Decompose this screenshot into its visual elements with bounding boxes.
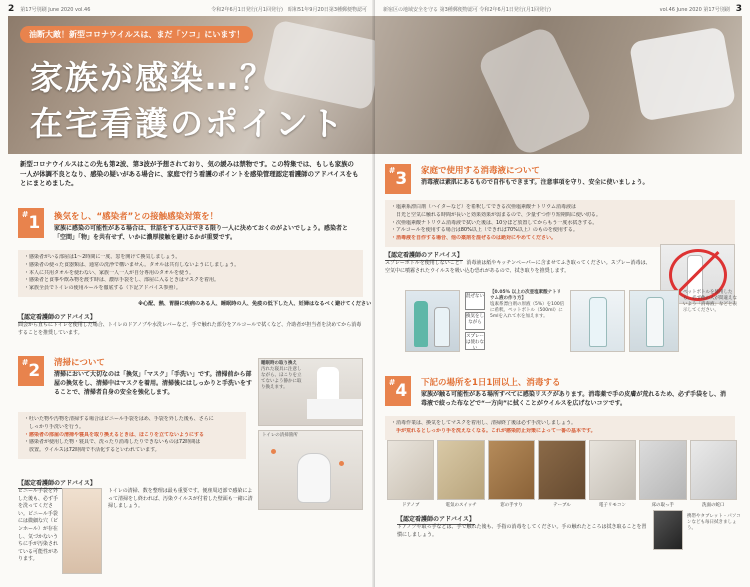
toilet-photo xyxy=(258,430,363,510)
handwash-photo xyxy=(62,488,102,574)
thumb-remote: 電子リモコン xyxy=(589,440,636,500)
section-3-number: #3 xyxy=(385,164,411,194)
bottle-photo-row xyxy=(405,290,735,352)
phone-photo xyxy=(653,510,683,550)
bullet: ・感染者と食事や飲み物を渡す時は、濃厚手袋をし、部屋に入るときはマスクを着用。 xyxy=(24,277,220,284)
photo-caption-toilet: トイレの清掃箇所 xyxy=(262,433,298,438)
glove-photo xyxy=(476,24,595,154)
location-thumbs xyxy=(387,440,737,508)
labeled-bottle-photo xyxy=(629,290,679,352)
right-page-number: 3 xyxy=(735,4,742,14)
section-1-advice-heading: 【認定看護師のアドバイス】 xyxy=(18,314,96,321)
pet-bottle-photo xyxy=(570,290,625,352)
hero-image-continued xyxy=(375,16,742,154)
bottle-caption: 【0.05% 以上の次亜塩素酸ナトリウム液の作り方】 塩素系漂白剤の原液（5%）を100倍に希釈。ペットボトル（500ml）に5mlを入れて水を加えます。 xyxy=(490,290,565,319)
bullet: ・消毒液を自作する場合、他の薬剤を混ぜるのは絶対にやめてください。 xyxy=(391,235,557,242)
mask-photo-right xyxy=(629,26,736,121)
thumb-window-rail: 窓の手すり xyxy=(488,440,535,500)
section-1-note: ※心配、熱、胃腸に疾病のある人、睡眠時の人、免疫の低下した人、妊婦はなるべく避けてください xyxy=(138,301,372,307)
bullet: 日光と空気に触れる時間が長いと効果効果が弱まるので、少量ずつ作り短期間に使い切る。 xyxy=(391,211,601,218)
bullet: しっかり手洗いを行う。 xyxy=(24,423,85,430)
hero-image xyxy=(8,16,375,154)
section-2-title: 清掃について xyxy=(54,356,105,371)
tag-ventilate: 換気をしながら xyxy=(465,312,485,330)
section-3-bullets xyxy=(385,200,735,247)
bullet: ・家族全員でトイレの使用ルールを徹底する（下記アドバイス参照）。 xyxy=(24,285,181,292)
section-4-title: 下記の場所を1日1回以上、消毒する xyxy=(421,376,560,391)
section-4-advice-heading: 【認定看護師のアドバイス】 xyxy=(397,516,475,523)
section-3-advice: スプレーボトルを使用しないこと！ 消毒液は紙やキッチンペーパーに含ませてふき取ってください。スプレー消毒は、空気中に噴霧されたウイルスを吸い込む恐れがあるので、拭き取りを推奨します。 xyxy=(385,260,651,274)
tag-no-mix: 混ぜない xyxy=(465,292,485,310)
bullet: ・アルコールを使用する場合は80%以上（できれば70%以上）のものを使用する。 xyxy=(391,227,578,234)
right-header-meta: 新宿区の地域安全を守る 第3種郵便物認可 令和2年6月1日発行(月1回発行) xyxy=(383,6,551,13)
section-1-title: 換気をし、“感染者”との接触感染対策を！ xyxy=(54,210,218,225)
section-1-advice: 面会から直ちにトイレを使用した場合、トイレのドアノブや水洗レバーなど、手で触れた部分をアルコールで拭くなど、介助者が担当者を決めてから消毒することを推奨しています。 xyxy=(18,322,362,336)
left-header xyxy=(8,3,367,15)
bullet: 放置。ウイルスは72時間で不活化するといわれています。 xyxy=(24,447,160,454)
bullet: ・本人に共用タオルを使わない、家族一人一人が自分専用のタオルを使う。 xyxy=(24,269,195,276)
section-2 xyxy=(18,352,363,584)
tag-no-spray: スプレーは使わない xyxy=(466,334,484,351)
section-4-side-caption: 携帯やタブレット・パソコンなども毎日拭きましょう。 xyxy=(687,514,741,531)
section-3-lead: 消毒液は素肌にあるもので自作もできます。注意事項を守り、安全に使いましょう。 xyxy=(421,179,649,186)
section-4-lead: 家族が触る可能性がある場所すべてに感染リスクがあります。消毒薬で手の皮膚が荒れるため、必ず手袋をし、消毒液で絞った布などで“一方向”に拭くことがウイルスを広げないコツです。 xyxy=(421,391,727,407)
section-2-bullets xyxy=(18,412,246,459)
bullet: ・感染者の使った食器類は、通常の洗浄で構いません。タオルは共有しないようにしましょう。 xyxy=(24,261,240,268)
thumb-faucet: 洗面の蛇口 xyxy=(690,440,737,500)
bullet: ・消毒作業は、換気をしてマスクを着用し、清掃終了後は必ず手洗いしましょう。 xyxy=(391,420,577,426)
mask-photo xyxy=(262,19,375,110)
bullet: 手が荒れるとしっかり手を洗えなくなる。これが感染防止対策によって一番の基本です。 xyxy=(391,427,596,434)
page-title-line1: 家族が感染…？ xyxy=(30,58,275,97)
bullet: ・吐いた物や汚物を清掃する場合はビニール手袋をはめ、手袋を外した後も、さらに xyxy=(24,416,214,422)
right-header-meta-right: vol.46 June 2020 第17号別刷 xyxy=(659,6,730,13)
bed-change-photo xyxy=(258,358,363,426)
section-1-number: #1 xyxy=(18,208,44,238)
right-header xyxy=(383,3,742,15)
section-2-advice-left: ビニール手袋を外した後も、必ず手を洗ってください。ビニール手袋には微細な穴（ピンホール）が存在し、気づかないうちに手が汚染されている可能性があります。 xyxy=(18,488,59,563)
bullet: ・塩素系漂白剤（ハイターなど）を希釈してできる次亜塩素酸ナトリウム消毒液は xyxy=(391,204,576,210)
section-2-advice-right: トイレの清掃、数を整理は最も重要です。便座周辺部で感染によって清掃をし終われば、汚染ウイルスが付着した壁面も一緒に清掃しましょう。 xyxy=(108,488,253,510)
section-4-advice: ドアノブや取っ手などは、手で触れた後も、手指の消毒をしてください。手の触れたところは拭き取ることを習慣にしましょう。 xyxy=(397,524,647,538)
section-2-lead: 清掃において大切なのは「換気」「マスク」「手洗い」です。清掃前から部屋の換気をし、清掃中はマスクを着用。清掃後にはしっかりと手洗いをすることで、清掃者自身の安全を強化します。 xyxy=(54,371,253,396)
tagline: 油断大敵！新型コロナウイルスは、まだ「ソコ」にいます！ xyxy=(20,26,253,43)
thumb-table: テーブル xyxy=(538,440,585,500)
photo-caption-bed: 睡眠時の取り換え 汚れた寝具に注意しながら、ほこりを立てないよう静かに取り換えます。 xyxy=(261,361,302,390)
thumb-light-switch: 電気のスイッチ xyxy=(437,440,484,500)
bullet: ・感染者の部屋の清掃や寝具を取り換えるときは、ほこりを立てないようにする xyxy=(24,431,205,438)
left-header-meta-right: 令和2年6月1日発行(月1回発行) 昭和51年9月20日第3種郵便物認可 xyxy=(211,6,367,13)
thumb-door-knob: ドアノブ xyxy=(387,440,434,500)
bullet: ・感染者がいる部屋は1〜2時間に一度、窓を開けて換気しましょう。 xyxy=(24,254,181,260)
section-2-advice-heading: 【認定看護師のアドバイス】 xyxy=(18,480,96,487)
page-title-line2: 在宅看護のポイント xyxy=(30,104,345,143)
section-1-lead: 家族に感染の可能性がある場合は、世話をする人はできる限り一人に決めておくのがよいでしょう。感染者と「空間」「物」を共有せず、いかに濃厚接触を避けるかが重要です。 xyxy=(54,225,349,241)
section-4-number: #4 xyxy=(385,376,411,406)
intro-text: 新型コロナウイルスはこの先も第2波、第3波が予想されており、気の緩みは禁物です。この特集では、もしも家族の一人が体調不良となり、感染の疑いがある場合に、家庭で行う看護のポイントを感染管理認定看護師のアドバイスをもとにまとめました。 xyxy=(20,160,359,187)
section-3-advice-heading: 【認定看護師のアドバイス】 xyxy=(385,252,463,259)
bottle-side-caption: ペットボトルを使用したら、必ず他の人が間違えないよう「消毒液」などと表示してください。 xyxy=(683,290,737,313)
section-4-bullets xyxy=(385,416,735,440)
right-page xyxy=(375,0,750,587)
bullet: ・感染者が使用した物・寝具で、洗ったり消毒したりできないものは72時間は xyxy=(24,439,201,446)
thumb-floor-handle: 床の取っ手 xyxy=(639,440,686,500)
section-1-bullets xyxy=(18,250,363,297)
bleach-bottles-photo xyxy=(405,290,460,352)
left-page-number: 2 xyxy=(8,4,15,14)
bullet: ・次亜塩素酸ナトリウム消毒液で拭いた後は、10分ほど放置してからもう一度水拭きする。 xyxy=(391,219,598,226)
left-header-meta: 第17号別刷 June 2020 vol.46 xyxy=(20,6,91,13)
section-2-number: #2 xyxy=(18,356,44,386)
section-3-title: 家庭で使用する消毒液について xyxy=(421,164,540,179)
section-1 xyxy=(18,208,372,348)
